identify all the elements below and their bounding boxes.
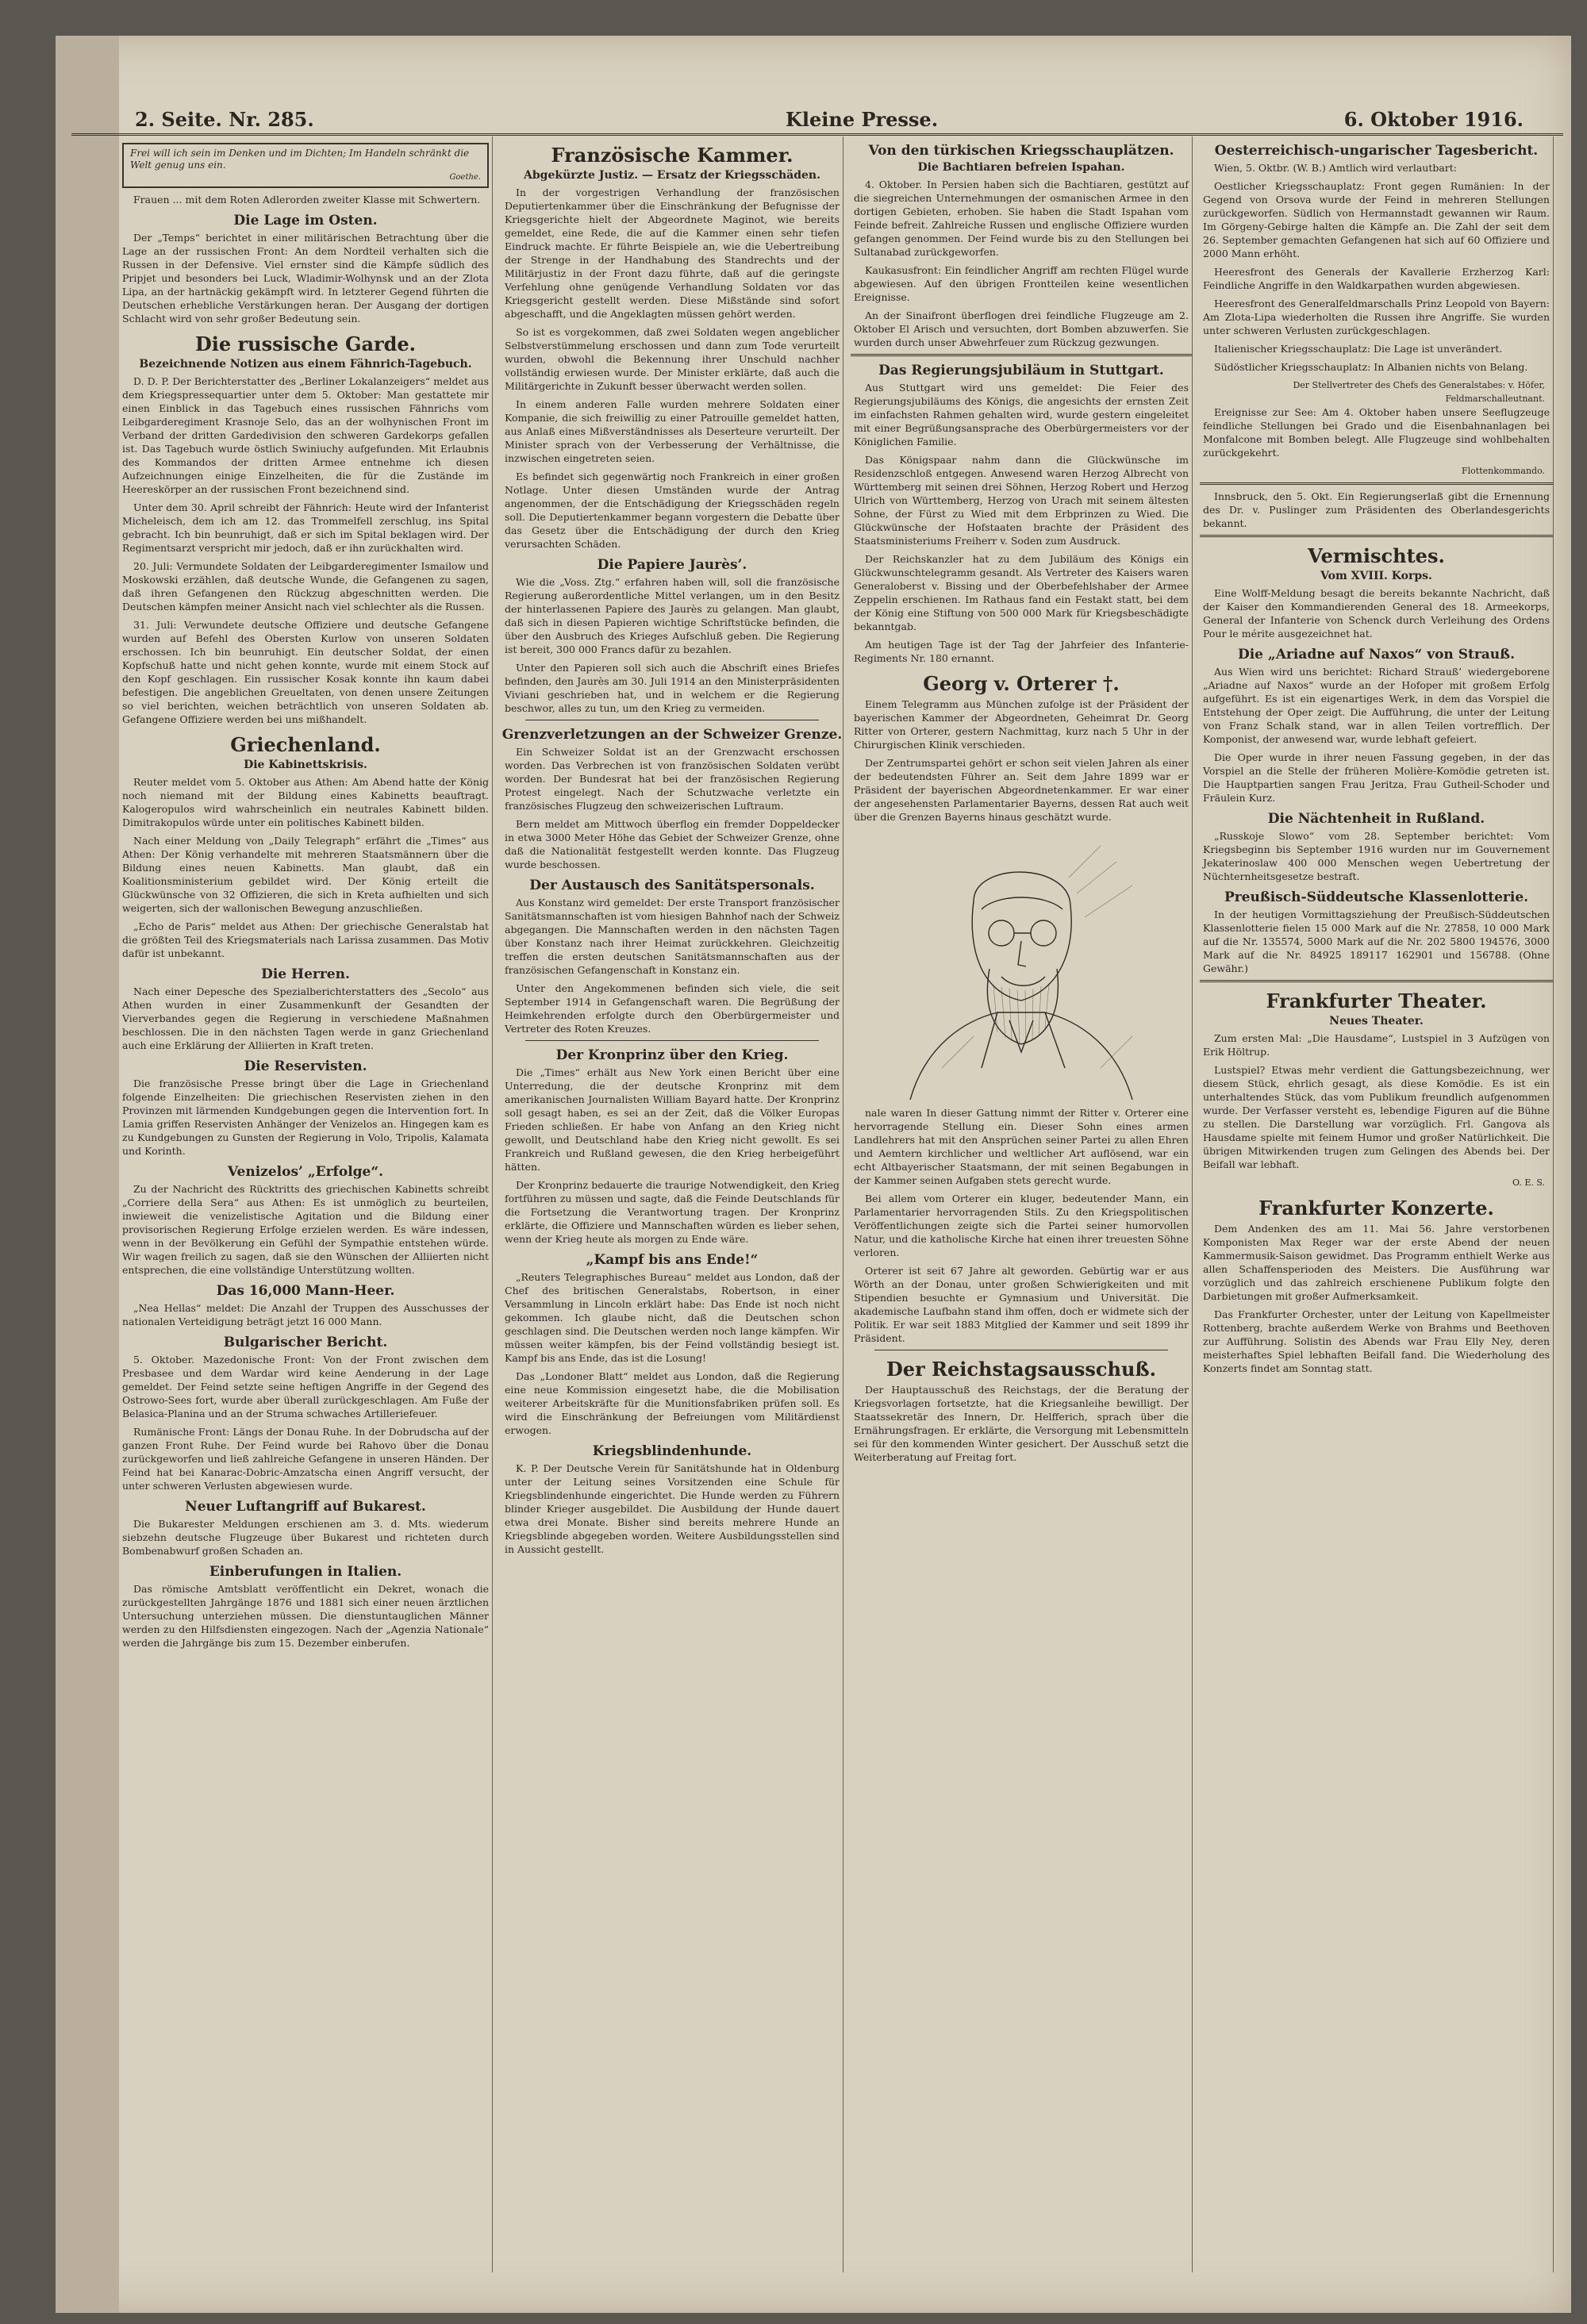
article-text: Das Königspaar nahm dann die Glückwünsche im Residenzschloß entgegen. Anwesend waren Herzog Albrecht von Württemberg mit seinen drei Söhnen, Herzog Robert und Herzog Ulrich von Württemberg, Herzog von Urach mit seinem ältesten Sohne, der Fürst zu Wied mit dem Erbprinzen zu Wied. Die Glückwünsche der Hofstaaten brachte der Präsident des Staatsministeriums Freiherr v. Soden zum Ausdruck. bbox=[854, 454, 1189, 547]
article-text: Das römische Amtsblatt veröffentlicht ein Dekret, wonach die zurückgestellten Jahrgänge 1876 und 1881 sich einer neuen ärztlichen Untersuchung unterziehen müssen. Die dienstuntauglichen Männer werden zu den Hilfsdiensten eingezogen. Nach der „Agenzia Nationale“ werden die Jahrgänge bis zum 15. Dezember einberufen. bbox=[122, 1583, 489, 1649]
article-text: Zum ersten Mal: „Die Hausdame“, Lustspiel in 3 Aufzügen von Erik Höltrup. bbox=[1203, 1032, 1550, 1058]
article-text: Nach einer Depesche des Spezialberichterstatters des „Secolo“ aus Athen wurden in einer Zusammenkunft der Gesandten der Vierverbandes gegen die Regierung in verschiedene Maßnahmen beschlossen. Die in den nächsten Tagen werde in ganz Griechenland auch eine Erklärung der Alliierten in Kraft treten. bbox=[122, 985, 489, 1051]
article-text: 20. Juli: Vermundete Soldaten der Leibgarderegimenter Ismailow und Moskowski erzählen, daß deutsche Wunde, die Gefangenen zu sagen, daß ihren Gefangenen den Rückzug abgeschnitten werden. Die Deutschen kämpfen meiner Ansicht nach viel schlechter als die Russen. bbox=[122, 560, 489, 613]
article-text: Lustspiel? Etwas mehr verdient die Gattungsbezeichnung, wer diesem Stück, ehrlich gesagt, als diese Komödie. Es ist ein unterhaltendes Stück, das vom Publikum freundlich aufgenommen wurde. Der Verfasser versteht es, lebendige Figuren auf die Bühne zu stellen. Die Darstellung war vorzüglich. Frl. Gangova als Hausdame spielte mit feinem Humor und großer Natürlichkeit. Die übrigen Mitwirkenden trugen zum Gelingen des Abends bei. Der Beifall war lebhaft. bbox=[1203, 1064, 1550, 1170]
article-text: Nach einer Meldung von „Daily Telegraph“ erfährt die „Times“ aus Athen: Der König verhandelte mit mehreren Staatsmännern über die Bildung eines neuen Kabinetts. Man glaubt, daß ein Koalitionsministerium gebildet wird. Der König erteilt die Glückwünsche von 32 Offizieren, die sich in Kreta aufhielten und sich weigerten, sich der wallonischen Bewegung anzuschließen. bbox=[122, 835, 489, 914]
article-heading: Oesterreichisch-ungarischer Tagesbericht. bbox=[1214, 143, 1539, 159]
signature: Flottenkommando. bbox=[1462, 466, 1545, 476]
article-text: Kaukasusfront: Ein feindlicher Angriff am rechten Flügel wurde abgewiesen. Auf den übrigen Frontteilen keine wesentlichen Ereignisse. bbox=[854, 264, 1189, 303]
article-heading: Von den türkischen Kriegsschauplätzen. bbox=[868, 143, 1174, 159]
article-text: „Reuters Telegraphisches Bureau“ meldet aus London, daß der Chef des britischen Generalstabs, Robertson, in einer Versammlung in Lincoln erklärt habe: Das Ende ist noch nicht gekommen. Ich glaube nicht, daß die Deutschen schon geschlagen sind. Die Deutschen werden noch lange kämpfen. Wir müssen weiter kämpfen, bis der Feind vollständig besiegt ist. Kampf bis ans Ende, das ist die Losung! bbox=[505, 1271, 840, 1364]
article-text: Bei allem vom Orterer ein kluger, bedeutender Mann, ein Parlamentarier hervorragenden Stils. Zu den Kriegspolitischen Veröffentlichungen zeigte sich die Partei seiner humorvollen Natur, und die katholische Kirche hat einen ihrer treuesten Söhne verloren. bbox=[854, 1193, 1189, 1258]
divider bbox=[1200, 980, 1553, 982]
article-heading: Kriegsblindenhunde. bbox=[592, 1443, 752, 1459]
column-1 bbox=[119, 136, 493, 2272]
article-text: In einem anderen Falle wurden mehrere Soldaten einer Kompanie, die sich freiwillig zu einer Patrouille gemeldet hatten, aus Anlaß eines Mißverständnisses als Deserteure verurteilt. Der Minister sprach von der Verbesserung der Verhältnisse, die inzwischen eingetreten seien. bbox=[505, 398, 840, 464]
article-text: Aus Wien wird uns berichtet: Richard Strauß’ wiedergeborene „Ariadne auf Naxos“ wurde an der Hofoper mit großem Erfolg aufgeführt. Es ist ein eigenartiges Werk, in dem das Vorspiel die Entstehung der Oper zeigt. Die Aufführung, die unter der Leitung von Franz Schalk stand, war in allen Teilen vortrefflich. Der Komponist, der anwesend war, wurde lebhaft gefeiert. bbox=[1203, 666, 1550, 745]
article-heading: Der Austausch des Sanitätspersonals. bbox=[529, 878, 815, 893]
article-subheading: Abgekürzte Justiz. — Ersatz der Kriegsschäden. bbox=[524, 169, 820, 182]
article-text: Am heutigen Tage ist der Tag der Jahrfeier des Infanterie-Regiments Nr. 180 ernannt. bbox=[854, 639, 1189, 664]
article-heading: Die Reservisten. bbox=[244, 1058, 367, 1074]
previous-page-edge bbox=[56, 36, 119, 2313]
article-text: K. P. Der Deutsche Verein für Sanitätshunde hat in Oldenburg unter der Leitung seines Vorsitzenden eine Schule für Kriegsblindenhunde eingerichtet. Die Hunde werden zu Führern blinder Krieger ausgebildet. Die Ausbildung der Hunde dauert etwa drei Monate. Bisher sind bereits mehrere Hunde an Kriegsblinde abgegeben worden. Weitere Ausbildungsstellen sind in Aussicht gestellt. bbox=[505, 1462, 840, 1555]
article-subheading: Neues Theater. bbox=[1329, 1015, 1424, 1028]
article-heading: Die Papiere Jaurès’. bbox=[597, 557, 747, 573]
article-text: Italienischer Kriegsschauplatz: Die Lage ist unverändert. bbox=[1214, 343, 1503, 355]
article-text: Innsbruck, den 5. Okt. Ein Regierungserlaß gibt die Ernennung des Dr. v. Puslinger zum Präsidenten des Oberlandesgerichts bekannt. bbox=[1203, 490, 1550, 529]
article-text: So ist es vorgekommen, daß zwei Soldaten wegen angeblicher Selbstverstümmelung erschossen und dann zum Tode verurteilt wurden, obwohl die Bekennung ihrer Unschuld nachher vollständig erwiesen wurde. Der Minister erklärte, daß auch die Militärgerichte in Zukunft besser überwacht werden sollen. bbox=[505, 326, 840, 392]
signature: O. E. S. bbox=[1512, 1177, 1545, 1188]
article-heading: Frankfurter Konzerte. bbox=[1258, 1197, 1494, 1220]
article-text: Heeresfront des Generals der Kavallerie Erzherzog Karl: Feindliche Angriffe in den Waldkarpathen wurden abgewiesen. bbox=[1203, 266, 1550, 291]
article-heading: Griechenland. bbox=[230, 733, 381, 756]
article-subheading: Bezeichnende Notizen aus einem Fähnrich-Tagebuch. bbox=[139, 358, 472, 371]
article-text: Ein Schweizer Soldat ist an der Grenzwacht erschossen worden. Das Verbrechen ist von französischen Soldaten verübt worden. Der Bundesrat hat bei der französischen Regierung Protest eingelegt. Nach der Schutzwache verletzte ein französisches Flugzeug den schweizerischen Luftraum. bbox=[505, 746, 840, 812]
page-number: 2. Seite. Nr. 285. bbox=[135, 108, 314, 131]
article-heading: „Kampf bis ans Ende!“ bbox=[586, 1252, 759, 1268]
article-text: Dem Andenken des am 11. Mai 56. Jahre verstorbenen Komponisten Max Reger war der erste Abend der neuen Kammermusik-Saison gewidmet. Das Programm enthielt Werke aus allen Schaffensperioden des Meisters. Die Ausführung war vorzüglich und das zahlreich erschienene Publikum folgte den Darbietungen mit großer Aufmerksamkeit. bbox=[1203, 1223, 1550, 1302]
article-text: Unter den Papieren soll sich auch die Abschrift eines Briefes befinden, den Jaurès am 30. Juli 1914 an den Ministerpräsidenten Viviani geschrieben hat, und in welchem er die Regierung beschwor, alles zu tun, um den Krieg zu vermeiden. bbox=[505, 662, 840, 714]
divider bbox=[851, 354, 1192, 356]
issue-date: 6. Oktober 1916. bbox=[1343, 108, 1524, 131]
article-heading: Vermischtes. bbox=[1308, 544, 1445, 567]
article-heading: Die Herren. bbox=[261, 966, 350, 982]
article-text: Unter dem 30. April schreibt der Fähnrich: Heute wird der Infanterist Micheleisch, dem ich am 12. das Trommelfell zerschlug, ins Spital gebracht. Ich bin beunruhigt, daß er sich im Spital beklagen wird. Der Regimentsarzt verspricht mir jedoch, daß er ihn zurückhalten wird. bbox=[122, 501, 489, 554]
article-text: 5. Oktober. Mazedonische Front: Von der Front zwischen dem Presbasee und dem Wardar wird keine Aenderung in der Lage gemeldet. Der Feind setzte seine heftigen Angriffe in der Gegend des Ostrowo-Sees fort, wurde aber überall zurückgeschlagen. Am Fuße der Belasica-Planina und an der Struma schwaches Artilleriefeuer. bbox=[122, 1354, 489, 1419]
article-text: Zu der Nachricht des Rücktritts des griechischen Kabinetts schreibt „Corriere della Sera“ aus Athen: Es ist unmöglich zu beurteilen, inwieweit die venizelistische Agitation und die Bildung einer provisorischen Regierung Erfolge erzielen werden. Es wäre indessen, wenn in der Bevölkerung ein Gefühl der Sympathie entstehen würde. Wir wagen freilich zu sagen, daß sie den Wünschen der Alliierten nicht entsprechen, die eine vollständige Unterstützung wollten. bbox=[122, 1183, 489, 1276]
article-text: „Russkoje Slowo“ vom 28. September berichtet: Vom Kriegsbeginn bis September 1916 wurden nur im Gouvernement Jekaterinoslaw 400 000 Menschen wegen Uebertretung der Nüchternheitsgesetze bestraft. bbox=[1203, 830, 1550, 882]
article-heading: Preußisch-Süddeutsche Klassenlotterie. bbox=[1224, 889, 1529, 905]
masthead: Kleine Presse. bbox=[786, 108, 939, 131]
article-text: In der heutigen Vormittagsziehung der Preußisch-Süddeutschen Klassenlotterie fielen 15 000 Mark auf die Nr. 27858, 10 000 Mark auf die Nr. 135574, 5000 Mark auf die Nr. 202 5800 194576, 3000 Mark auf die Nr. 84925 189117 162901 und 156788. (Ohne Gewähr.) bbox=[1203, 908, 1550, 974]
motto-box bbox=[122, 143, 489, 188]
article-heading: Die Lage im Osten. bbox=[233, 213, 378, 229]
article-text: „Nea Hellas“ meldet: Die Anzahl der Truppen des Ausschusses der nationalen Verteidigung beträgt jetzt 16 000 Mann. bbox=[122, 1302, 489, 1327]
article-text: „Echo de Paris“ meldet aus Athen: Der griechische Generalstab hat die größten Teil des Kriegsmaterials nach Larissa zusammen. Das Motiv dafür ist unbekannt. bbox=[122, 920, 489, 959]
article-heading: Georg v. Orterer †. bbox=[923, 672, 1120, 695]
article-text: In der vorgestrigen Verhandlung der französischen Deputiertenkammer über die Einschränkung der Befugnisse der Kriegsgerichte hielt der Abgeordnete Maginot, wie bereits gemeldet, eine Rede, die auf die Kammer einen sehr tiefen Eindruck machte. Er führte Beispiele an, wie die Uebertreibung der Strenge in der Handhabung des Standrechts und der Militärjustiz in der Front dazu führte, daß auf die geringste Verfehlung ohne genügende Verhandlung Soldaten vor das Kriegsgericht gestellt werden. Diese Mißstände sind sofort abgeschafft, und die Angeklagten müssen gehört werden. bbox=[505, 186, 840, 320]
article-subheading: Vom XVIII. Korps. bbox=[1320, 570, 1432, 582]
article-text: nale waren In dieser Gattung nimmt der Ritter v. Orterer eine hervorragende Stellung ein. Dieser Sohn eines armen Landlehrers hat mit den Ansprüchen seiner Partei zu allen Ehren und Aemtern kirchlicher und weltlicher Art auflösend, war ein echt Altbayerischer Staatsmann, der mit seinen Begabungen in der Kammer seinen Aufgaben stets gerecht wurde. bbox=[854, 1107, 1189, 1186]
article-text: D. D. P. Der Berichterstatter des „Berliner Lokalanzeigers“ meldet aus dem Kriegspressequartier unter dem 5. Oktober: Man gestattete mir einen Einblick in das Tagebuch eines russischen Fähnrichs vom Leibgarderegiment Krasnoje Selo, das an der wolhynischen Front im Verband der dritten Gardedivision den schweren Gardekorps gefallen ist. Das Tagebuch wurde östlich Swiniuchy aufgefunden. Mit Erlaubnis des Kommandos der dritten Armee entnehme ich diesen Aufzeichnungen einige Einzelheiten, die für die Zustände im Heereskörper an der russischen Front bezeichnend sind. bbox=[122, 375, 489, 495]
article-heading: Frankfurter Theater. bbox=[1266, 989, 1487, 1012]
article-heading: Das Regierungsjubiläum in Stuttgart. bbox=[878, 363, 1164, 378]
article-text: Der Hauptausschuß des Reichstags, der die Beratung der Kriegsvorlagen fortsetzte, hat die Kriegsanleihe bewilligt. Der Staatssekretär des Innern, Dr. Helfferich, sprach über die Ernährungsfragen. Er erklärte, die Versorgung mit Lebensmitteln sei für den kommenden Winter gesichert. Der Ausschuß setzt die Weiterberatung auf Freitag fort. bbox=[854, 1384, 1189, 1463]
article-text: Die Bukarester Meldungen erschienen am 3. d. Mts. wiederum siebzehn deutsche Flugzeuge über Bukarest und richteten durch Bombenabwurf großen Schaden an. bbox=[122, 1518, 489, 1557]
column-4 bbox=[1200, 136, 1554, 2272]
article-text: Es befindet sich gegenwärtig noch Frankreich in einer großen Notlage. Unter diesen Umständen wurde der Antrag angenommen, der die Entschädigung der Kriegsschäden regeln soll. Die Deputiertenkammer begann vorgestern die Debatte über das Gesetz über die Entschädigung der durch den Krieg verursachten Schäden. bbox=[505, 471, 840, 550]
article-text: Orterer ist seit 67 Jahre alt geworden. Gebürtig war er aus Wörth an der Donau, unter großen Schwierigkeiten und mit Stipendien besuchte er Gymnasium und Universität. Die akademische Laufbahn stand ihm offen, doch er widmete sich der Politik. Er war seit 1883 Mitglied der Kammer und seit 1899 ihr Präsident. bbox=[854, 1265, 1189, 1344]
article-heading: Bulgarischer Bericht. bbox=[223, 1335, 388, 1350]
article-text: Heeresfront des Generalfeldmarschalls Prinz Leopold von Bayern: Am Zlota-Lipa wiederholten die Russen ihre Angriffe. Sie wurden unter schweren Verlusten zurückgeschlagen. bbox=[1203, 298, 1550, 336]
article-text: Oestlicher Kriegsschauplatz: Front gegen Rumänien: In der Gegend von Orsova wurde der Feind in mehreren Stellungen zurückgeworfen. Südlich von Hermannstadt gewannen wir Raum. Im Görgeny-Gebirge halten die Kämpfe an. Die Zahl der seit dem 26. September gemachten Gefangenen hat sich auf 60 Offiziere und 2000 Mann erhöht. bbox=[1203, 180, 1550, 259]
article-text: Der „Temps“ berichtet in einer militärischen Betrachtung über die Lage an der russischen Front: An dem Nordteil verhalten sich die Russen in der Defensive. Viel ernster sind die Kämpfe südlich des Pripjet und besonders bei Luck, Wladimir-Wolhynsk und an der Zlota Lipa, an der hartnäckig gekämpft wird. In letzterer Gegend führten die Deutschen erhebliche Verstärkungen heran. Der Ausgang der dortigen Schlacht wird von sehr großer Bedeutung sein. bbox=[122, 232, 489, 325]
article-text: Reuter meldet vom 5. Oktober aus Athen: Am Abend hatte der König noch niemand mit der Bildung eines Kabinetts beauftragt. Kalogeropulos wird wahrscheinlich ein neutrales Kabinett bilden. Dimitrakopulos würde unter ein politisches Kabinett bilden. bbox=[122, 776, 489, 828]
article-text: Aus Stuttgart wird uns gemeldet: Die Feier des Regierungsjubiläums des Königs, die angesichts der ernsten Zeit im einfachsten Rahmen gehalten wird, wurde gestern eingeleitet mit einer Begrüßungsansprache des Oberbürgermeisters vor der Königlichen Familie. bbox=[854, 382, 1189, 448]
article-text: Südöstlicher Kriegsschauplatz: In Albanien nichts von Belang. bbox=[1214, 361, 1528, 373]
article-text: Die Oper wurde in ihrer neuen Fassung gegeben, in der das Vorspiel an die Stelle der früheren Molière-Komödie getreten ist. Die Hauptpartien sangen Frau Jeritza, Frau Gutheil-Schoder und Fräulein Kurz. bbox=[1203, 751, 1550, 804]
article-text: Wie die „Voss. Ztg.“ erfahren haben will, soll die französische Regierung außerordentliche Mittel verlangen, um in den Besitz der hinterlassenen Papiere des Jaurès zu gelangen. Man glaubt, daß sich in diesen Papieren wichtige Schriftstücke befinden, die über den Ausbruch des Krieges Aufschluß geben. Die Regierung ist bereit, 300 000 Francs dafür zu bezahlen. bbox=[505, 576, 840, 655]
article-text: Ereignisse zur See: Am 4. Oktober haben unsere Seeflugzeuge feindliche Stellungen bei Grado und die Eisenbahnanlagen bei Monfalcone mit Bomben belegt. Alle Flugzeuge sind wohlbehalten zurückgekehrt. bbox=[1203, 406, 1550, 459]
article-heading: Der Kronprinz über den Krieg. bbox=[555, 1047, 789, 1063]
article-text: Aus Konstanz wird gemeldet: Der erste Transport französischer Sanitätsmannschaften ist vom hiesigen Bahnhof nach der Schweiz abgegangen. Die Mannschaften werden in den nächsten Tagen über Konstanz nach ihrer Heimat zurückkehren. Gleichzeitig treffen die ersten deutschen Sanitätsmannschaften aus der französischen Gefangenschaft in Konstanz ein. bbox=[505, 897, 840, 976]
article-text: Das „Londoner Blatt“ meldet aus London, daß die Regierung eine neue Kommission eingesetzt habe, die die Mobilisation weiterer Arbeitskräfte für die Munitionsfabriken prüfen soll. Es wird die Einschränkung der Befreiungen vom Militärdienst erwogen. bbox=[505, 1370, 840, 1436]
article-text: Frauen ... mit dem Roten Adlerorden zweiter Klasse mit Schwertern. bbox=[133, 194, 481, 206]
article-heading: Die Nächtenheit in Rußland. bbox=[1267, 811, 1485, 827]
article-text: Einem Telegramm aus München zufolge ist der Präsident der bayerischen Kammer der Abgeordneten, Geheimrat Dr. Georg Ritter von Orterer, gestern Nachmittag, kurz nach 5 Uhr in der Chirurgischen Klinik verschieden. bbox=[854, 698, 1189, 751]
motto-text: Frei will ich sein im Denken und im Dichten; Im Handeln schränkt die Welt genug uns ein. bbox=[130, 148, 470, 171]
article-subheading: Die Bachtiaren befreien Ispahan. bbox=[917, 161, 1125, 174]
article-subheading: Die Kabinettskrisis. bbox=[244, 759, 367, 771]
article-text: Eine Wolff-Meldung besagt die bereits bekannte Nachricht, daß der Kaiser den Kommandierenden General des 18. Armeekorps, General der Infanterie von Schenck durch Verleihung des Ordens Pour le mérite ausgezeichnet hat. bbox=[1203, 587, 1550, 640]
article-text: An der Sinaifront überflogen drei feindliche Flugzeuge am 2. Oktober El Arisch und versuchten, dort Bomben abzuwerfen. Sie wurden durch unser Abwehrfeuer zum Rückzug gezwungen. bbox=[854, 309, 1189, 348]
signature: Der Stellvertreter des Chefs des Generalstabes: v. Höfer, Feldmarschalleutnant. bbox=[1293, 380, 1545, 404]
article-text: Die französische Presse bringt über die Lage in Griechenland folgende Einzelheiten: Die griechischen Reservisten ziehen in den Provinzen mit lärmenden Kundgebungen gegen die Intervention fort. In Lamia griffen Reservisten Anhänger der Venizelos an. Hingegen kam es zu Kundgebungen zu Gunsten der Regierung in Volo, Tripolis, Kalamata und Korinth. bbox=[122, 1077, 489, 1157]
article-heading: Venizelos’ „Erfolge“. bbox=[227, 1164, 384, 1180]
article-text: 4. Oktober. In Persien haben sich die Bachtiaren, gestützt auf die siegreichen Unternehmungen der osmanischen Armee in den dortigen Gebieten, erhoben. Sie haben die Stadt Ispahan vom Feinde befreit. Zahlreiche Russen und englische Offiziere wurden gefangen genommen. Der Feind wurde bis zu den Stellungen bei Sultanabad zurückgeworfen. bbox=[854, 179, 1189, 258]
motto-source: Goethe. bbox=[449, 173, 481, 182]
article-heading: Französische Kammer. bbox=[551, 144, 794, 167]
article-text: Der Reichskanzler hat zu dem Jubiläum des Königs ein Glückwunschtelegramm gesandt. Als Vertreter des Kaisers waren Generaloberst v. Bissing und der Oberbefehlshaber der Armee Zeppelin erschienen. Im Rathaus fand ein Festakt statt, bei dem der König eine Stiftung von 500 000 Mark für Kriegsbeschädigte bekanntgab. bbox=[854, 553, 1189, 632]
portrait-illustration bbox=[863, 830, 1180, 1100]
column-3 bbox=[851, 136, 1193, 2272]
article-text: Der Kronprinz bedauerte die traurige Notwendigkeit, den Krieg fortführen zu müssen und sagte, daß die Feinde Deutschlands für die Fortsetzung die Verantwortung tragen. Der Kronprinz erklärte, die Offiziere und Mannschaften würden es lieber sehen, wenn der Krieg heute als morgen zu Ende wäre. bbox=[505, 1179, 840, 1245]
article-text: Das Frankfurter Orchester, unter der Leitung von Kapellmeister Rottenberg, brachte außerdem Werke von Brahms und Beethoven zur Aufführung. Solistin des Abends war Frau Elly Ney, deren meisterhaftes Spiel lebhaften Beifall fand. Die Wiederholung des Konzerts findet am Sonntag statt. bbox=[1203, 1308, 1550, 1374]
article-heading: Das 16,000 Mann-Heer. bbox=[216, 1283, 395, 1299]
article-text: Die „Times“ erhält aus New York einen Bericht über eine Unterredung, die der deutsche Kronprinz mit dem amerikanischen Journalisten William Bayard hatte. Der Kronprinz soll gesagt haben, es sei an der Zeit, daß die Völker Europas Frieden schließen. Er habe von Anfang an den Krieg nicht gewollt, und Deutschland habe den Krieg nicht gewollt. Es sei Frankreich und Rußland gewesen, die den Krieg herbeigeführt hätten. bbox=[505, 1066, 840, 1173]
article-text: Unter den Angekommenen befinden sich viele, die seit September 1914 in Gefangenschaft waren. Die Begrüßung der Heimkehrenden erfolgte durch den Oberbürgermeister und Vertreter des Roten Kreuzes. bbox=[505, 982, 840, 1035]
divider bbox=[1200, 482, 1553, 485]
article-heading: Die „Ariadne auf Naxos“ von Strauß. bbox=[1237, 647, 1515, 663]
article-text: Wien, 5. Oktbr. (W. B.) Amtlich wird verlautbart: bbox=[1214, 162, 1458, 174]
article-text: Rumänische Front: Längs der Donau Ruhe. In der Dobrudscha auf der ganzen Front Ruhe. Der Feind wurde bei Rahovo über die Donau zurückgeworfen und ließ zahlreiche Gefangene in unseren Händen. Der Feind hat bei Kanarac-Dobric-Amzatscha einen Angriff versucht, der unter schweren Verlusten abgewiesen wurde. bbox=[122, 1426, 489, 1492]
divider bbox=[525, 1040, 819, 1041]
divider bbox=[1200, 535, 1553, 537]
article-heading: Neuer Luftangriff auf Bukarest. bbox=[185, 1499, 426, 1515]
article-text: 31. Juli: Verwundete deutsche Offiziere und deutsche Gefangene wurden auf Befehl des Obersten Kurlow von unseren Soldaten erschossen. Ich bin beunruhigt. Ein deutscher Soldat, der einen Kopfschuß hatte und nicht gehen konnte, wurde mit einem Stock auf den Kopf geschlagen. Ein russischer Kosak konnte ihn kaum dabei befestigen. Die angeblichen Greueltaten, von denen unsere Zeitungen so viel berichten, weichen beträchtlich von unseren Soldaten ab. Gefangene Offiziere werden bei uns mißhandelt. bbox=[122, 619, 489, 725]
page-header bbox=[71, 103, 1563, 136]
article-heading: Einberufungen in Italien. bbox=[209, 1564, 402, 1580]
article-text: Bern meldet am Mittwoch überflog ein fremder Doppeldecker in etwa 3000 Meter Höhe das Gebiet der Schweizer Grenze, ohne daß die Nationalität festgestellt werden konnte. Das Flugzeug wurde beschossen. bbox=[505, 818, 840, 870]
article-heading: Grenzverletzungen an der Schweizer Grenze. bbox=[501, 727, 843, 743]
article-heading: Der Reichstagsausschuß. bbox=[886, 1358, 1157, 1381]
article-text: Der Zentrumspartei gehört er schon seit vielen Jahren als einer der bedeutendsten Führer an. Seit dem Jahre 1899 war er Präsident der bayerischen Abgeordnetenkammer. Er war einer der angesehensten Parlamentarier Bayerns, dessen Rat auch weit über die Grenzen Bayerns hinaus geschätzt wurde. bbox=[854, 757, 1189, 823]
article-heading: Die russische Garde. bbox=[194, 332, 417, 355]
column-2 bbox=[501, 136, 843, 2272]
